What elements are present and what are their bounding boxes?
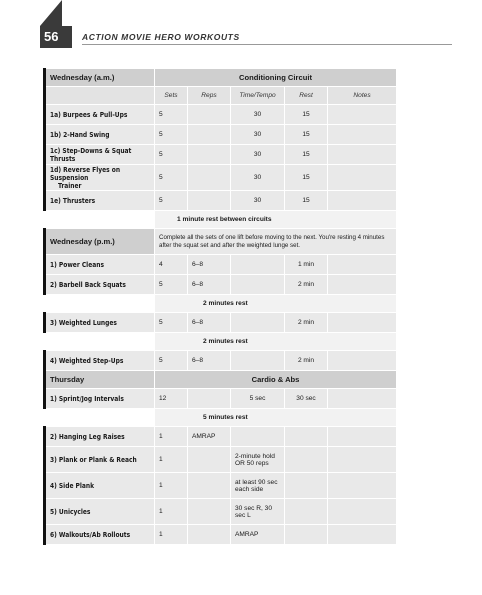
notes-cell xyxy=(328,255,397,275)
book-title: ACTION MOVIE HERO WORKOUTS xyxy=(82,32,240,42)
reps-cell: AMRAP xyxy=(188,427,231,447)
exercise-name-line2: Trainer xyxy=(58,181,82,190)
table-row xyxy=(45,275,397,295)
reps-cell xyxy=(188,145,231,165)
exercise-name-line1: 1d) Reverse Flyes on Suspension xyxy=(50,165,121,182)
exercise-name: 1c) Step-Downs & Squat Thrusts xyxy=(45,145,155,165)
rest-note: 2 minutes rest xyxy=(155,333,397,351)
time-line1: 2-minute hold xyxy=(235,452,275,460)
reps-cell: 6–8 xyxy=(188,275,231,295)
rest-cell xyxy=(285,473,328,499)
sets-cell: 5 xyxy=(155,275,188,295)
table-row xyxy=(45,525,397,545)
reps-cell xyxy=(188,191,231,211)
reps-cell xyxy=(188,105,231,125)
sets-cell: 4 xyxy=(155,255,188,275)
exercise-name: 5) Unicycles xyxy=(45,499,155,525)
time-cell: 30 xyxy=(231,165,285,191)
column-headers xyxy=(45,87,397,105)
rest-row xyxy=(45,295,397,313)
time-cell xyxy=(231,473,285,499)
exercise-name: 4) Weighted Step-Ups xyxy=(45,351,155,371)
time-cell xyxy=(231,499,285,525)
sets-cell: 5 xyxy=(155,313,188,333)
time-cell xyxy=(231,427,285,447)
reps-cell: 6–8 xyxy=(188,313,231,333)
rest-row xyxy=(45,409,397,427)
section-header-thursday xyxy=(45,371,397,389)
table-row xyxy=(45,499,397,525)
sets-cell: 1 xyxy=(155,525,188,545)
time-cell xyxy=(231,275,285,295)
time-cell xyxy=(231,351,285,371)
exercise-name: 1) Power Cleans xyxy=(45,255,155,275)
sets-cell: 5 xyxy=(155,125,188,145)
day-label: Wednesday (a.m.) xyxy=(45,69,155,87)
rest-note: 1 minute rest between circuits xyxy=(155,211,397,229)
table-row xyxy=(45,473,397,499)
notes-cell xyxy=(328,145,397,165)
sets-cell: 5 xyxy=(155,351,188,371)
notes-cell xyxy=(328,427,397,447)
notes-cell xyxy=(328,447,397,473)
page-tab-slant xyxy=(40,0,62,26)
rest-note: 5 minutes rest xyxy=(155,409,397,427)
sets-cell: 5 xyxy=(155,191,188,211)
rest-cell: 1 min xyxy=(285,255,328,275)
time-cell: 30 xyxy=(231,105,285,125)
rest-note: 2 minutes rest xyxy=(155,295,397,313)
column-header-notes: Notes xyxy=(328,87,397,105)
time-line1: 30 sec R, 30 xyxy=(235,504,273,512)
rest-cell xyxy=(285,427,328,447)
rest-row-blank xyxy=(45,295,155,313)
exercise-name: 3) Plank or Plank & Reach xyxy=(45,447,155,473)
rest-row xyxy=(45,333,397,351)
rest-row-blank xyxy=(45,211,155,229)
exercise-name: 1e) Thrusters xyxy=(45,191,155,211)
exercise-name: 1) Sprint/Jog Intervals xyxy=(45,389,155,409)
reps-cell xyxy=(188,473,231,499)
day-label: Thursday xyxy=(45,371,155,389)
table-row xyxy=(45,389,397,409)
reps-cell xyxy=(188,525,231,545)
exercise-name: 2) Barbell Back Squats xyxy=(45,275,155,295)
table-row xyxy=(45,447,397,473)
sets-cell: 5 xyxy=(155,165,188,191)
notes-cell xyxy=(328,499,397,525)
workout-table xyxy=(43,68,397,545)
rest-cell: 15 xyxy=(285,191,328,211)
notes-cell xyxy=(328,125,397,145)
notes-cell xyxy=(328,313,397,333)
reps-cell xyxy=(188,125,231,145)
table-row xyxy=(45,125,397,145)
rest-cell: 15 xyxy=(285,165,328,191)
section-title: Cardio & Abs xyxy=(155,371,397,389)
time-line2: each side xyxy=(235,485,264,493)
time-cell: AMRAP xyxy=(231,525,285,545)
time-cell xyxy=(231,447,285,473)
sets-cell: 12 xyxy=(155,389,188,409)
table-row xyxy=(45,351,397,371)
time-cell: 30 xyxy=(231,145,285,165)
exercise-name: 4) Side Plank xyxy=(45,473,155,499)
section-header-pm xyxy=(45,229,397,255)
section-header-am xyxy=(45,69,397,87)
reps-cell xyxy=(188,389,231,409)
notes-cell xyxy=(328,165,397,191)
table-row xyxy=(45,191,397,211)
rest-cell xyxy=(285,447,328,473)
day-label: Wednesday (p.m.) xyxy=(45,229,155,255)
sets-cell: 1 xyxy=(155,499,188,525)
reps-cell: 6–8 xyxy=(188,351,231,371)
notes-cell xyxy=(328,473,397,499)
column-header-blank xyxy=(45,87,155,105)
reps-cell: 6–8 xyxy=(188,255,231,275)
rest-cell: 15 xyxy=(285,105,328,125)
sets-cell: 1 xyxy=(155,427,188,447)
notes-cell xyxy=(328,191,397,211)
sets-cell: 5 xyxy=(155,105,188,125)
rest-cell: 2 min xyxy=(285,351,328,371)
section-note: Complete all the sets of one lift before moving to the next. You're resting 4 minutes after the squat set and after the weighted lunge set. xyxy=(155,229,397,255)
rest-cell: 15 xyxy=(285,145,328,165)
rest-row xyxy=(45,211,397,229)
notes-cell xyxy=(328,525,397,545)
rest-cell xyxy=(285,499,328,525)
sets-cell: 1 xyxy=(155,447,188,473)
section-title: Conditioning Circuit xyxy=(155,69,397,87)
rest-cell: 2 min xyxy=(285,275,328,295)
time-cell: 5 sec xyxy=(231,389,285,409)
rest-cell: 30 sec xyxy=(285,389,328,409)
time-cell xyxy=(231,313,285,333)
table-row xyxy=(45,105,397,125)
exercise-name: 1b) 2-Hand Swing xyxy=(45,125,155,145)
table-row xyxy=(45,145,397,165)
exercise-name: 6) Walkouts/Ab Rollouts xyxy=(45,525,155,545)
notes-cell xyxy=(328,389,397,409)
exercise-name: 1a) Burpees & Pull-Ups xyxy=(45,105,155,125)
exercise-name: 2) Hanging Leg Raises xyxy=(45,427,155,447)
reps-cell xyxy=(188,499,231,525)
column-header-rest: Rest xyxy=(285,87,328,105)
rest-cell: 2 min xyxy=(285,313,328,333)
table-row xyxy=(45,313,397,333)
table-row xyxy=(45,165,397,191)
rest-cell xyxy=(285,525,328,545)
notes-cell xyxy=(328,351,397,371)
sets-cell: 5 xyxy=(155,145,188,165)
rest-cell: 15 xyxy=(285,125,328,145)
time-line1: at least 90 sec xyxy=(235,478,278,486)
notes-cell xyxy=(328,105,397,125)
table-row xyxy=(45,427,397,447)
rest-row-blank xyxy=(45,333,155,351)
reps-cell xyxy=(188,165,231,191)
reps-cell xyxy=(188,447,231,473)
column-header-reps: Reps xyxy=(188,87,231,105)
time-cell: 30 xyxy=(231,125,285,145)
time-line2: OR 50 reps xyxy=(235,459,269,467)
time-line2: sec L xyxy=(235,511,251,519)
time-cell: 30 xyxy=(231,191,285,211)
column-header-time: Time/Tempo xyxy=(231,87,285,105)
rest-row-blank xyxy=(45,409,155,427)
page-number: 56 xyxy=(44,29,59,44)
column-header-sets: Sets xyxy=(155,87,188,105)
table-row xyxy=(45,255,397,275)
sets-cell: 1 xyxy=(155,473,188,499)
notes-cell xyxy=(328,275,397,295)
time-cell xyxy=(231,255,285,275)
header-rule xyxy=(82,44,452,45)
exercise-name xyxy=(45,165,155,191)
exercise-name: 3) Weighted Lunges xyxy=(45,313,155,333)
